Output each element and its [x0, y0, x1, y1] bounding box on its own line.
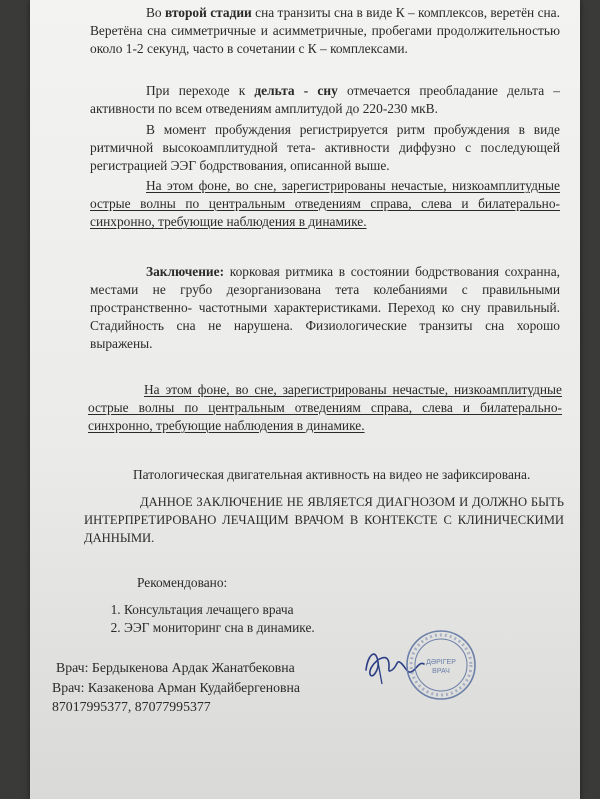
stamp-icon [404, 628, 478, 702]
doctor-1: Врач: Бердыкенова Ардак Жанатбековна [56, 660, 295, 675]
stage2-bold: второй стадии [164, 5, 252, 20]
svg-text:ВРАЧ: ВРАЧ [432, 668, 450, 675]
delta-bold: дельта - сну [254, 83, 338, 98]
wake-paragraph: В момент пробуждения регистрируется ритм пробуждения в виде ритмичной высокоамплитудной тета- активности диффузно с последующей регистрацией ЭЭГ бодрствования, описанной выше. [90, 122, 560, 173]
conclusion-label: Заключение: [146, 264, 225, 279]
stage2-pre: Во [146, 5, 165, 20]
doctor-phones: 87017995377, 87077995377 [52, 699, 211, 714]
motor-activity-note: Патологическая двигательная активность на видео не зафиксирована. [133, 467, 531, 482]
doctor-stamp [404, 628, 478, 702]
finding-2: На этом фоне, во сне, зарегистрированы нечастые, низкоамплитудные острые волны по центральным отведениям справа, слева и билатерально-синхронно, требующие наблюдения в динамике. [88, 382, 562, 433]
finding-1: На этом фоне, во сне, зарегистрированы нечастые, низкоамплитудные острые волны по центральным отведениям справа, слева и билатерально-синхронно, требующие наблюдения в динамике. [90, 178, 560, 229]
delta-text: отмечается преобладание дельта – активности по всем отведениям амплитудой до 220-230 мкВ. [90, 83, 561, 116]
delta-paragraph [90, 82, 560, 118]
document-page [30, 0, 580, 799]
stage2-text: сна транзиты сна в виде К – комплексов, веретён сна. Веретёна сна симметричные и асимметричные, пробегами продолжительностью около 1-2 секунд, часто в сочетании с К – комплексами. [90, 5, 560, 56]
disclaimer: ДАННОЕ ЗАКЛЮЧЕНИЕ НЕ ЯВЛЯЕТСЯ ДИАГНОЗОМ И ДОЛЖНО БЫТЬ ИНТЕРПРЕТИРОВАНО ЛЕЧАЩИМ ВРАЧОМ В КОНТЕКСТЕ С КЛИНИЧЕСКИМИ ДАННЫМИ. [84, 495, 564, 545]
delta-pre: При переходе к [146, 83, 255, 98]
conclusion-text: корковая ритмика в состоянии бодрствования сохранна, местами не грубо дезорганизована тета колебаниями с правильными пространственно- частотными характеристиками. Переход ко сну правильный. Стадийность сна не нарушена. Физиологические транзиты сна хорошо выражены. [90, 264, 560, 351]
recommended-title: Рекомендовано: [137, 575, 228, 590]
doctor-2: Врач: Казакенова Арман Кудайбергеновна [52, 680, 301, 695]
recommendation-item-1: 1. Консультация лечащего врача [124, 601, 524, 619]
conclusion-paragraph [90, 263, 560, 353]
svg-text:ДӘРІГЕР: ДӘРІГЕР [426, 659, 456, 666]
stage2-paragraph [90, 4, 560, 58]
recommendation-item-2: 2. ЭЭГ мониторинг сна в динамике. [124, 619, 524, 637]
